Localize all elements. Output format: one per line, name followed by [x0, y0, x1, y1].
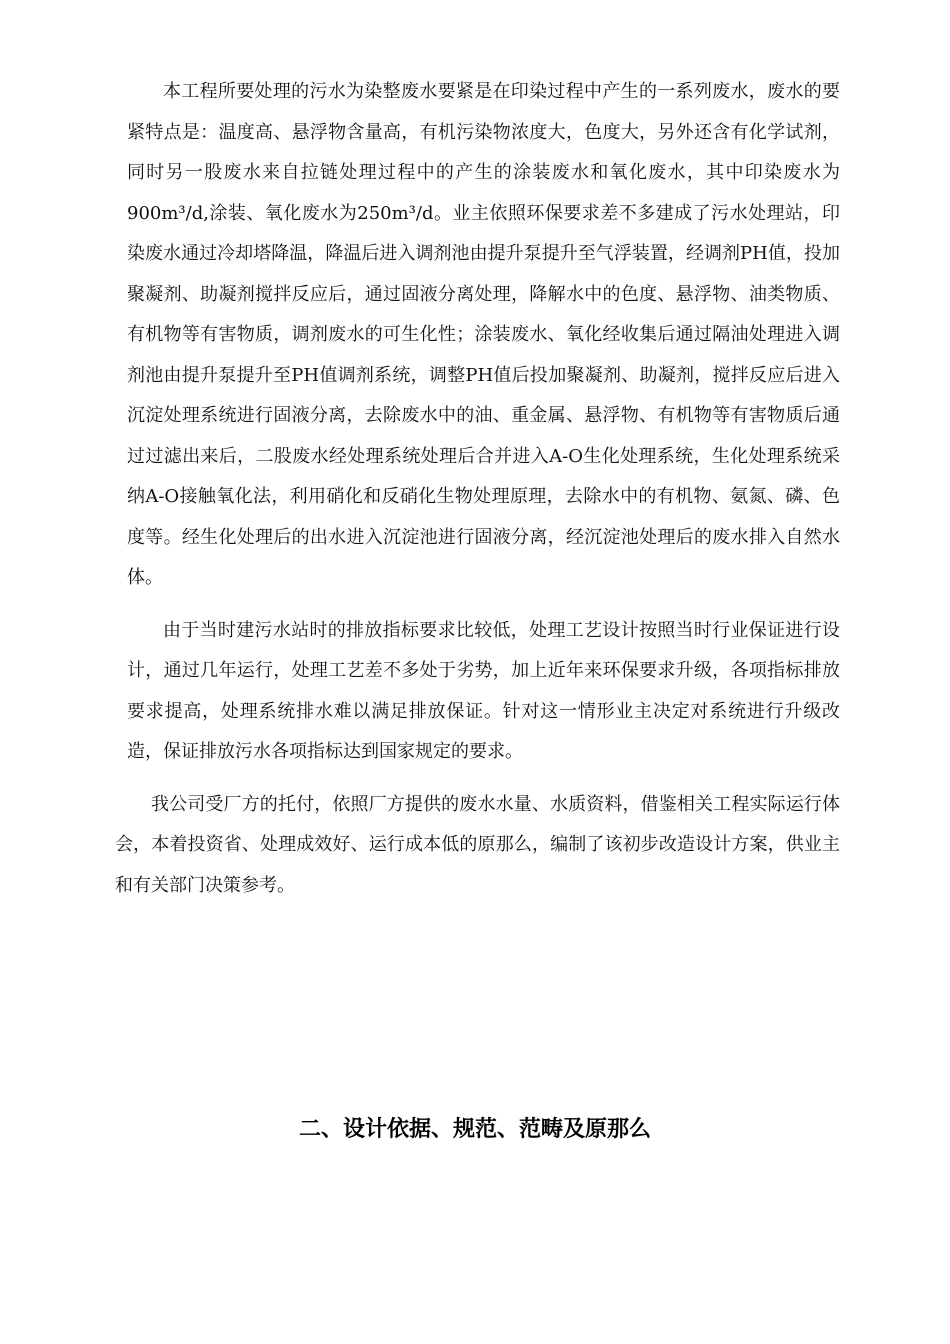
body-text: [115, 72, 840, 906]
paragraph-gap: [127, 773, 840, 785]
paragraph-gap: [127, 599, 840, 611]
paragraph-company-commission: 我公司受厂方的托付，依照厂方提供的废水水量、水质资料，借鉴相关工程实际运行体会，本着投资省、处理成效好、运行成本低的原那么，编制了该初步改造设计方案，供业主和有关部门决策参考。: [115, 793, 840, 896]
section-heading: 二、设计依据、规范、范畴及原那么: [298, 1117, 651, 1142]
paragraph-upgrade-reason: 由于当时建污水站时的排放指标要求比较低，处理工艺设计按照当时行业保证进行设计，通过几年运行，处理工艺差不多处于劣势，加上近年来环保要求升级，各项指标排放要求提高，处理系统排水难以满足排放保证。针对这一情形业主决定对系统进行升级改造，保证排放污水各项指标达到国家规定的要求。: [127, 619, 840, 762]
paragraph-project-overview: 本工程所要处理的污水为染整废水要紧是在印染过程中产生的一系列废水，废水的要紧特点是：温度高、悬浮物含量高，有机污染物浓度大，色度大，另外还含有化学试剂，同时另一股废水来自拉链处理过程中的产生的涂装废水和氧化废水，其中印染废水为900m³/d,涂装、氧化废水为250m³/d。业主依照环保要求差不多建成了污水处理站，印染废水通过冷却塔降温，降温后进入调剂池由提升泵提升至气浮装置，经调剂PH值，投加聚凝剂、助凝剂搅拌反应后，通过固液分离处理，降解水中的色度、悬浮物、油类物质、有机物等有害物质，调剂废水的可生化性；涂装废水、氧化经收集后通过隔油处理进入调剂池由提升泵提升至PH值调剂系统，调整PH值后投加聚凝剂、助凝剂，搅拌反应后进入沉淀处理系统进行固液分离，去除废水中的油、重金属、悬浮物、有机物等有害物质后通过过滤出来后，二股废水经处理系统处理后合并进入A-O生化处理系统，生化处理系统采纳A-O接触氧化法，利用硝化和反硝化生物处理原理，去除水中的有机物、氨氮、磷、色度等。经生化处理后的出水进入沉淀池进行固液分离，经沉淀池处理后的废水排入自然水体。: [127, 81, 840, 588]
